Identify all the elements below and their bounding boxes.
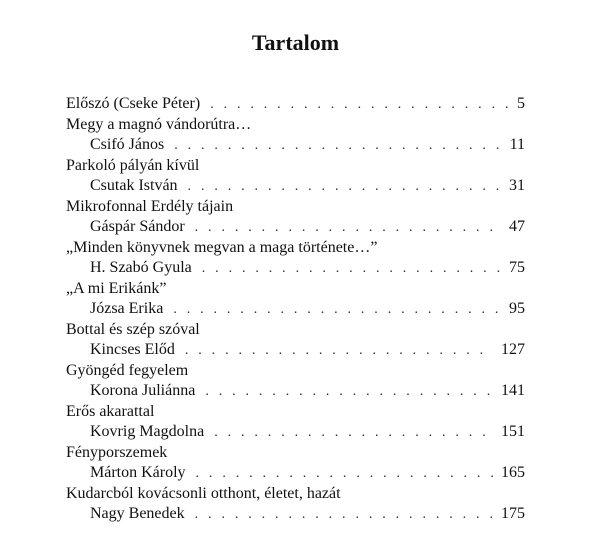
- dot-leader: [214, 423, 493, 444]
- dot-leader: [210, 95, 509, 116]
- toc-author-line: [66, 340, 525, 361]
- toc-page-number: 151: [501, 423, 525, 440]
- toc-page-number: 11: [509, 136, 525, 153]
- toc-entry-author: Csutak István: [90, 177, 178, 194]
- toc-entry: [66, 238, 525, 279]
- toc-entry-author: Józsa Erika: [90, 300, 164, 317]
- dot-leader: [185, 341, 493, 362]
- toc-line: [66, 279, 525, 300]
- page-title: Tartalom: [251, 30, 340, 55]
- toc-entry: [66, 320, 525, 361]
- toc-line: [66, 238, 525, 259]
- toc-author-line: [66, 381, 525, 402]
- toc-author-line: [66, 299, 525, 320]
- toc-line: [66, 115, 525, 136]
- toc-entry: [66, 279, 525, 320]
- toc-entry-title: Gyöngéd fegyelem: [66, 361, 189, 379]
- toc-entry-title: Előszó (Cseke Péter): [66, 95, 201, 112]
- toc-line: [66, 197, 525, 218]
- toc-entry-author: Csifó János: [90, 136, 165, 153]
- toc-author-line: [66, 135, 525, 156]
- toc-page-number: 165: [501, 464, 525, 481]
- toc-entry-title: Erős akarattal: [66, 402, 155, 420]
- toc-entry-title: Parkoló pályán kívül: [66, 156, 200, 174]
- toc-line: [66, 484, 525, 505]
- toc-author-line: [66, 463, 525, 484]
- toc-entry-author: Nagy Benedek: [90, 505, 185, 522]
- toc-author-line: [66, 422, 525, 443]
- dot-leader: [195, 505, 493, 526]
- toc-entry-author: Márton Károly: [90, 464, 186, 481]
- toc-entry-title: „A mi Erikánk”: [66, 279, 167, 297]
- dot-leader: [188, 177, 501, 198]
- toc-entry: [66, 361, 525, 402]
- toc-page-number: 31: [509, 177, 525, 194]
- toc-line: [66, 443, 525, 464]
- dot-leader: [174, 136, 501, 157]
- toc-page-number: 141: [501, 382, 525, 399]
- toc-line: [66, 361, 525, 382]
- dot-leader: [195, 218, 501, 239]
- table-of-contents: [66, 94, 525, 525]
- toc-entry: [66, 115, 525, 156]
- toc-line: [66, 320, 525, 341]
- toc-author-line: [66, 176, 525, 197]
- toc-page-number: 127: [501, 341, 525, 358]
- toc-entry: [66, 402, 525, 443]
- toc-entry: [66, 197, 525, 238]
- toc-entry-author: Kincses Előd: [90, 341, 175, 358]
- toc-entry-title: „Minden könyvnek megvan a maga története…”: [66, 238, 378, 256]
- toc-line: [66, 402, 525, 423]
- toc-page-number: 95: [509, 300, 525, 317]
- toc-entry: [66, 94, 525, 115]
- toc-page-number: 47: [509, 218, 525, 235]
- toc-author-line: [66, 217, 525, 238]
- toc-author-line: [66, 504, 525, 525]
- toc-entry-title: Mikrofonnal Erdély tájain: [66, 197, 234, 215]
- dot-leader: [196, 464, 493, 485]
- toc-author-line: [66, 258, 525, 279]
- toc-entry-author: Kovrig Magdolna: [90, 423, 205, 440]
- toc-entry-title: Megy a magnó vándorútra…: [66, 115, 252, 133]
- dot-leader: [205, 382, 493, 403]
- toc-entry-title: Bottal és szép szóval: [66, 320, 200, 338]
- toc-entry: [66, 484, 525, 525]
- toc-line: [66, 94, 525, 115]
- toc-entry-author: Korona Juliánna: [90, 382, 196, 399]
- toc-page-number: 175: [501, 505, 525, 522]
- toc-entry-author: Gáspár Sándor: [90, 218, 185, 235]
- toc-page-number: 5: [517, 95, 525, 112]
- toc-entry-title: Kudarcból kovácsonli otthont, életet, hazát: [66, 484, 341, 502]
- toc-entry: [66, 443, 525, 484]
- toc-entry-title: Fényporszemek: [66, 443, 168, 461]
- toc-page-number: 75: [509, 259, 525, 276]
- toc-entry-author: H. Szabó Gyula: [90, 259, 192, 276]
- toc-line: [66, 156, 525, 177]
- toc-entry: [66, 156, 525, 197]
- dot-leader: [173, 300, 501, 321]
- dot-leader: [202, 259, 501, 280]
